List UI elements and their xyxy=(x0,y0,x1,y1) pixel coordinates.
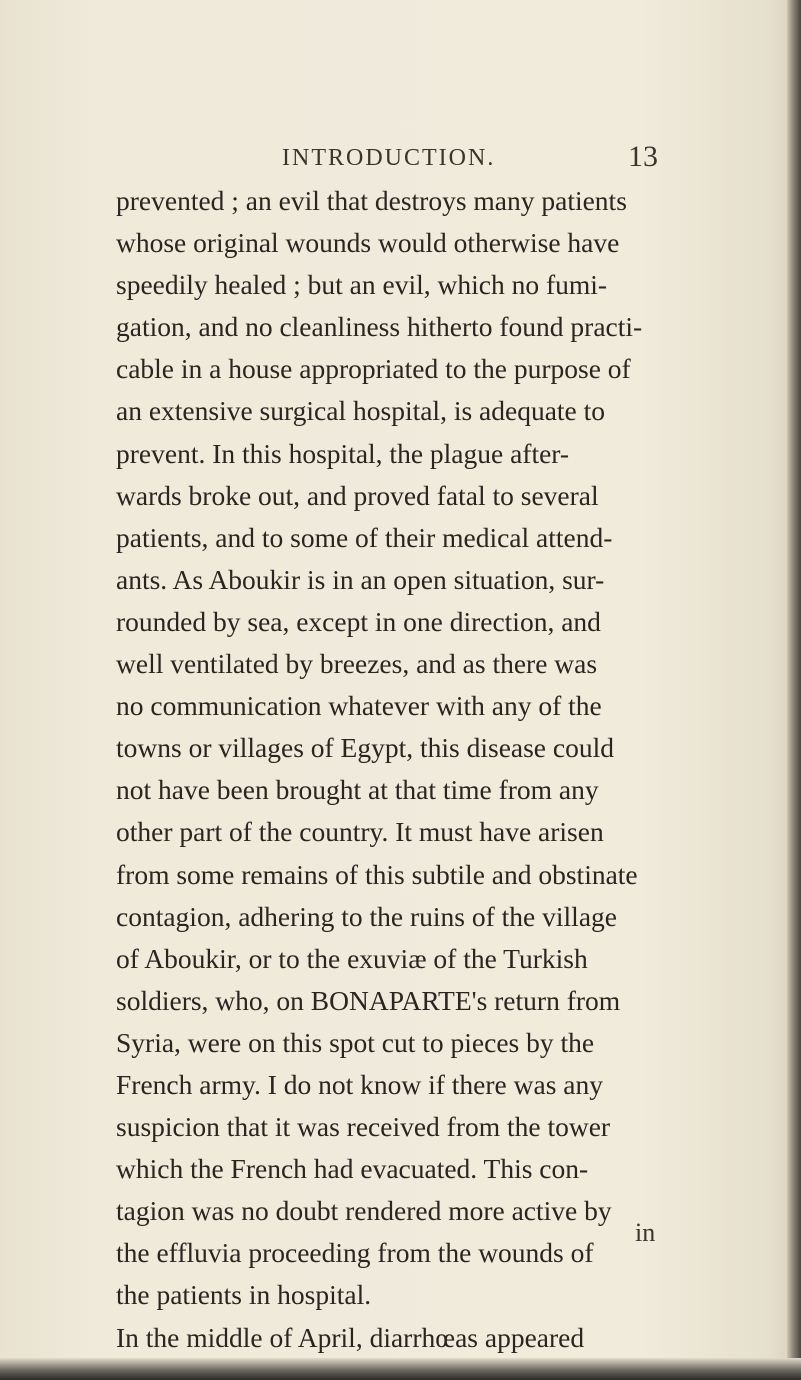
catchword: in xyxy=(635,1218,656,1247)
text-line: other part of the country. It must have arisen xyxy=(116,816,604,848)
text-line: from some remains of this subtile and obstinate xyxy=(116,858,638,890)
text-line: Syria, were on this spot cut to pieces by the xyxy=(116,1026,595,1058)
text-line: French army. I do not know if there was any xyxy=(116,1068,603,1100)
text-line: the effluvia proceeding from the wounds of xyxy=(116,1237,594,1269)
text-line: well ventilated by breezes, and as there was xyxy=(116,648,598,680)
text-line: patients, and to some of their medical attend- xyxy=(116,521,613,553)
page-edge-shadow xyxy=(787,0,801,1380)
text-line: not have been brought at that time from any xyxy=(116,774,599,806)
text-line: contagion, adhering to the ruins of the village xyxy=(116,900,617,932)
text-line: soldiers, who, on BONAPARTE's return from xyxy=(116,984,621,1016)
text-line: which the French had evacuated. This con- xyxy=(116,1153,589,1185)
text-line: prevent. In this hospital, the plague after- xyxy=(116,437,570,469)
text-line: no communication whatever with any of the xyxy=(116,690,602,722)
text-line: In the middle of April, diarrhœas appeared xyxy=(116,1321,585,1353)
text-line: suspicion that it was received from the tower xyxy=(116,1111,611,1143)
text-line: tagion was no doubt rendered more active by xyxy=(116,1195,612,1227)
text-line: towns or villages of Egypt, this disease could xyxy=(116,732,614,764)
text-line: prevented ; an evil that destroys many patients xyxy=(116,185,627,216)
page-bottom-shadow xyxy=(0,1358,801,1380)
running-head: INTRODUCTION. xyxy=(282,145,496,171)
text-line: speedily healed ; but an evil, which no fumi- xyxy=(116,269,608,301)
text-line: the patients in hospital. xyxy=(116,1279,372,1311)
text-line: wards broke out, and proved fatal to several xyxy=(116,479,599,511)
text-line: ants. As Aboukir is in an open situation, sur- xyxy=(116,563,605,595)
text-line: gation, and no cleanliness hitherto found practi- xyxy=(116,311,643,343)
text-line: whose original wounds would otherwise have xyxy=(116,227,620,259)
body-text xyxy=(116,180,676,1359)
text-line: rounded by sea, except in one direction, and xyxy=(116,605,601,637)
text-line: cable in a house appropriated to the purpose of xyxy=(116,353,631,385)
page-number: 13 xyxy=(628,140,658,173)
text-line: of Aboukir, or to the exuviæ of the Turkish xyxy=(116,942,588,974)
text-line: an extensive surgical hospital, is adequate to xyxy=(116,395,606,427)
